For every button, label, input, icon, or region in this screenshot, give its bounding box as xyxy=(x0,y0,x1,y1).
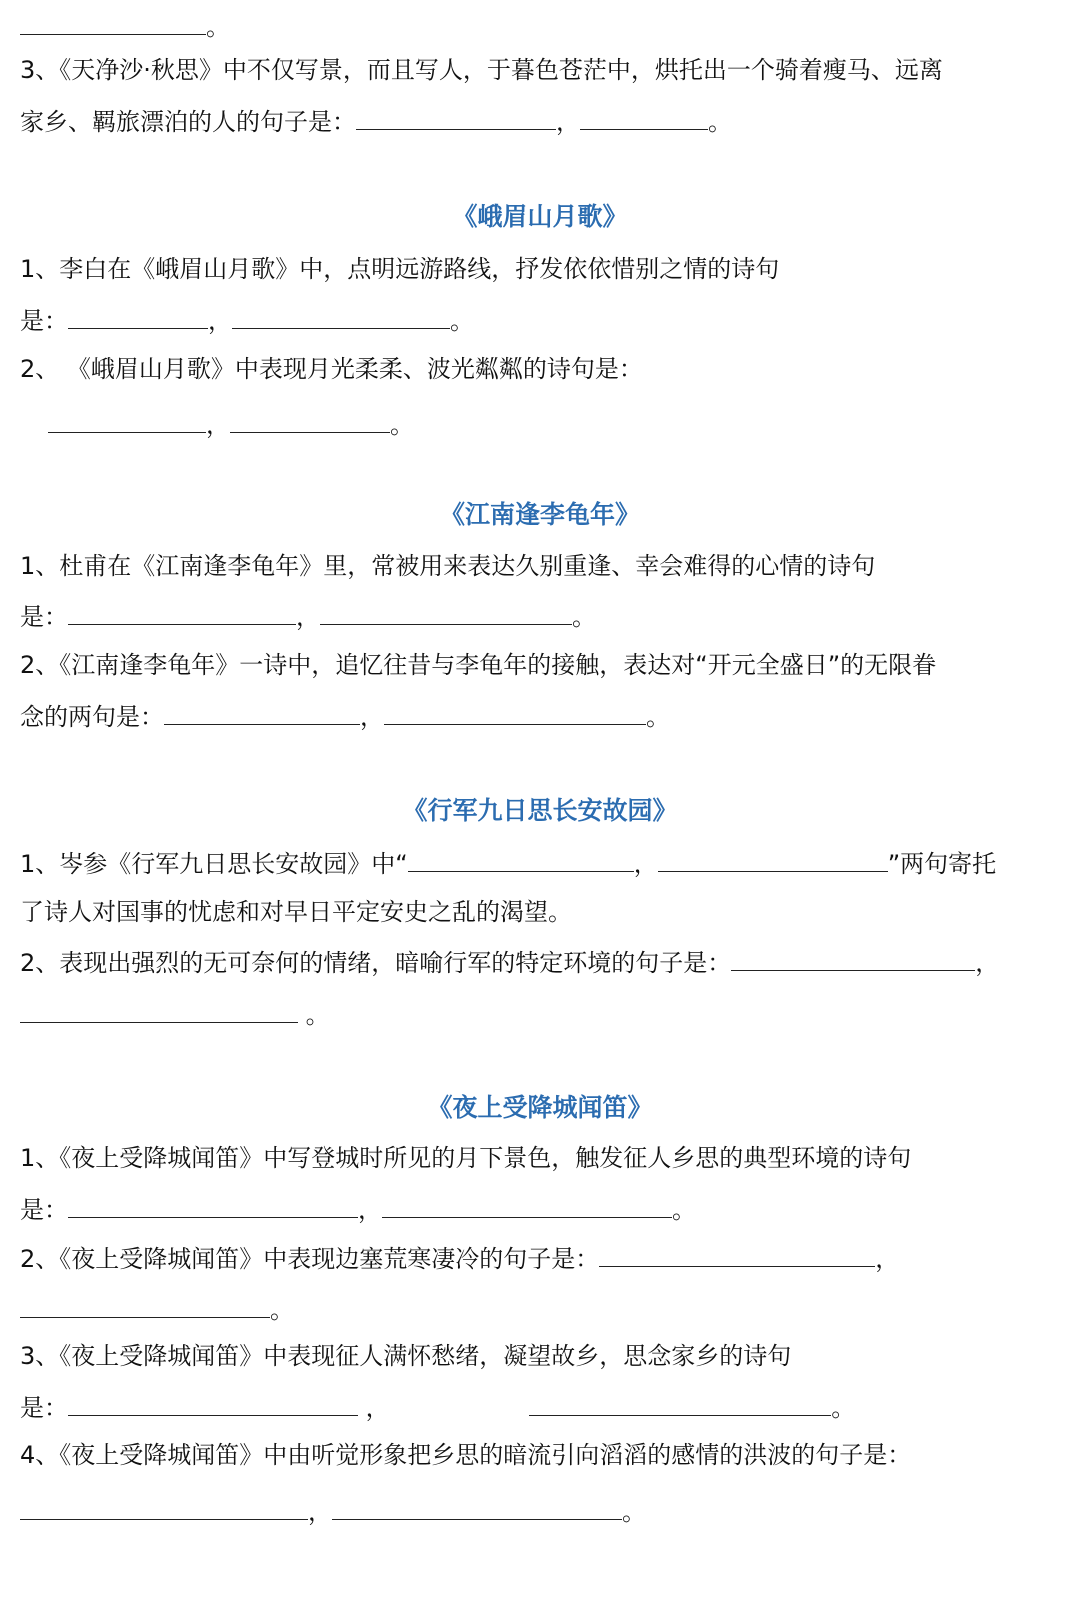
comma: ， xyxy=(360,703,384,731)
question-text: ”两句寄托 xyxy=(887,850,997,878)
question-text: 4、《夜上受降城闻笛》中由听觉形象把乡思的暗流引向滔滔的感情的洪波的句子是： xyxy=(20,1441,912,1469)
section-title: 《江南逢李龟年》 xyxy=(439,500,640,529)
section-title: 《夜上受降城闻笛》 xyxy=(427,1093,653,1122)
answer-blank[interactable] xyxy=(20,1293,270,1318)
answer-line xyxy=(20,847,996,879)
question-text: 3、《夜上受降城闻笛》中表现征人满怀愁绪，凝望故乡，思念家乡的诗句 xyxy=(20,1342,792,1370)
comma: ， xyxy=(975,949,1000,977)
question-text: 1、李白在《峨眉山月歌》中，点明远游路线，抒发依依惜别之情的诗句 xyxy=(20,255,780,283)
answer-blank[interactable] xyxy=(599,1242,875,1267)
period: 。 xyxy=(450,307,474,335)
question-text: 是： xyxy=(20,1394,68,1422)
period: 。 xyxy=(831,1394,856,1422)
answer-line xyxy=(20,304,474,336)
answer-blank[interactable] xyxy=(232,304,450,329)
question-text: 2、 《峨眉山月歌》中表现月光柔柔、波光粼粼的诗句是： xyxy=(20,355,643,383)
question-text: 家乡、羁旅漂泊的人的句子是： xyxy=(20,108,356,136)
answer-blank[interactable] xyxy=(384,700,646,725)
answer-line xyxy=(20,10,230,42)
period: 。 xyxy=(622,1498,646,1526)
question-text: 3、《天净沙·秋思》中不仅写景，而且写人，于暮色苍茫中，烘托出一个骑着瘦马、远离 xyxy=(20,56,943,84)
period: 。 xyxy=(390,411,414,439)
answer-line xyxy=(20,1495,646,1527)
answer-blank[interactable] xyxy=(408,847,634,872)
answer-blank[interactable] xyxy=(230,408,390,433)
answer-line xyxy=(20,600,596,632)
answer-line xyxy=(48,408,414,440)
answer-blank[interactable] xyxy=(320,600,572,625)
answer-blank[interactable] xyxy=(356,105,556,130)
question-text: 念的两句是： xyxy=(20,703,164,731)
answer-blank[interactable] xyxy=(164,700,360,725)
answer-blank[interactable] xyxy=(68,304,208,329)
comma: ， xyxy=(296,603,320,631)
period: 。 xyxy=(298,1001,330,1029)
question-text: 了诗人对国事的忧虑和对早日平定安史之乱的渴望。 xyxy=(20,898,572,926)
answer-blank[interactable] xyxy=(382,1193,672,1218)
question-text: 1、《夜上受降城闻笛》中写登城时所见的月下景色，触发征人乡思的典型环境的诗句 xyxy=(20,1144,912,1172)
question-text: 1、岑参《行军九日思长安故园》中“ xyxy=(20,850,408,878)
question-text: 1、杜甫在《江南逢李龟年》里，常被用来表达久别重逢、幸会难得的心情的诗句 xyxy=(20,552,876,580)
answer-blank[interactable] xyxy=(332,1495,622,1520)
comma: ， xyxy=(556,108,580,136)
comma: ， xyxy=(208,307,232,335)
comma: ， xyxy=(633,850,658,878)
answer-line xyxy=(20,105,732,137)
answer-blank[interactable] xyxy=(580,105,708,130)
question-text: 是： xyxy=(20,307,68,335)
question-text: 是： xyxy=(20,603,68,631)
comma: ， xyxy=(875,1245,900,1273)
answer-blank[interactable] xyxy=(731,946,975,971)
answer-line xyxy=(20,1293,294,1325)
question-text: 2、《江南逢李龟年》一诗中，追忆往昔与李龟年的接触，表达对“开元全盛日”的无限眷 xyxy=(20,651,937,679)
answer-blank[interactable] xyxy=(20,10,206,35)
answer-line xyxy=(20,1391,855,1423)
answer-line xyxy=(20,1242,899,1274)
answer-blank[interactable] xyxy=(529,1391,831,1416)
answer-blank[interactable] xyxy=(68,1391,358,1416)
answer-blank[interactable] xyxy=(68,600,296,625)
section-title: 《行军九日思长安故园》 xyxy=(402,796,678,825)
period: 。 xyxy=(572,603,596,631)
answer-blank[interactable] xyxy=(658,847,888,872)
answer-blank[interactable] xyxy=(48,408,206,433)
comma: ， xyxy=(308,1498,332,1526)
period: 。 xyxy=(672,1196,696,1224)
section-title: 《峨眉山月歌》 xyxy=(452,202,628,231)
period: 。 xyxy=(206,13,230,41)
question-text: 2、《夜上受降城闻笛》中表现边塞荒寒凄冷的句子是： xyxy=(20,1245,600,1273)
answer-line xyxy=(20,700,670,732)
comma: ， xyxy=(206,411,230,439)
answer-line xyxy=(20,1193,696,1225)
answer-line xyxy=(20,998,330,1030)
answer-blank[interactable] xyxy=(20,1495,308,1520)
answer-blank[interactable] xyxy=(20,998,298,1023)
period: 。 xyxy=(646,703,670,731)
comma: ， xyxy=(358,1196,382,1224)
period: 。 xyxy=(270,1296,294,1324)
answer-line xyxy=(20,946,999,978)
question-text: 2、表现出强烈的无可奈何的情绪，暗喻行军的特定环境的句子是： xyxy=(20,949,732,977)
comma: ， xyxy=(358,1394,398,1422)
answer-blank[interactable] xyxy=(68,1193,358,1218)
question-text: 是： xyxy=(20,1196,68,1224)
period: 。 xyxy=(708,108,732,136)
